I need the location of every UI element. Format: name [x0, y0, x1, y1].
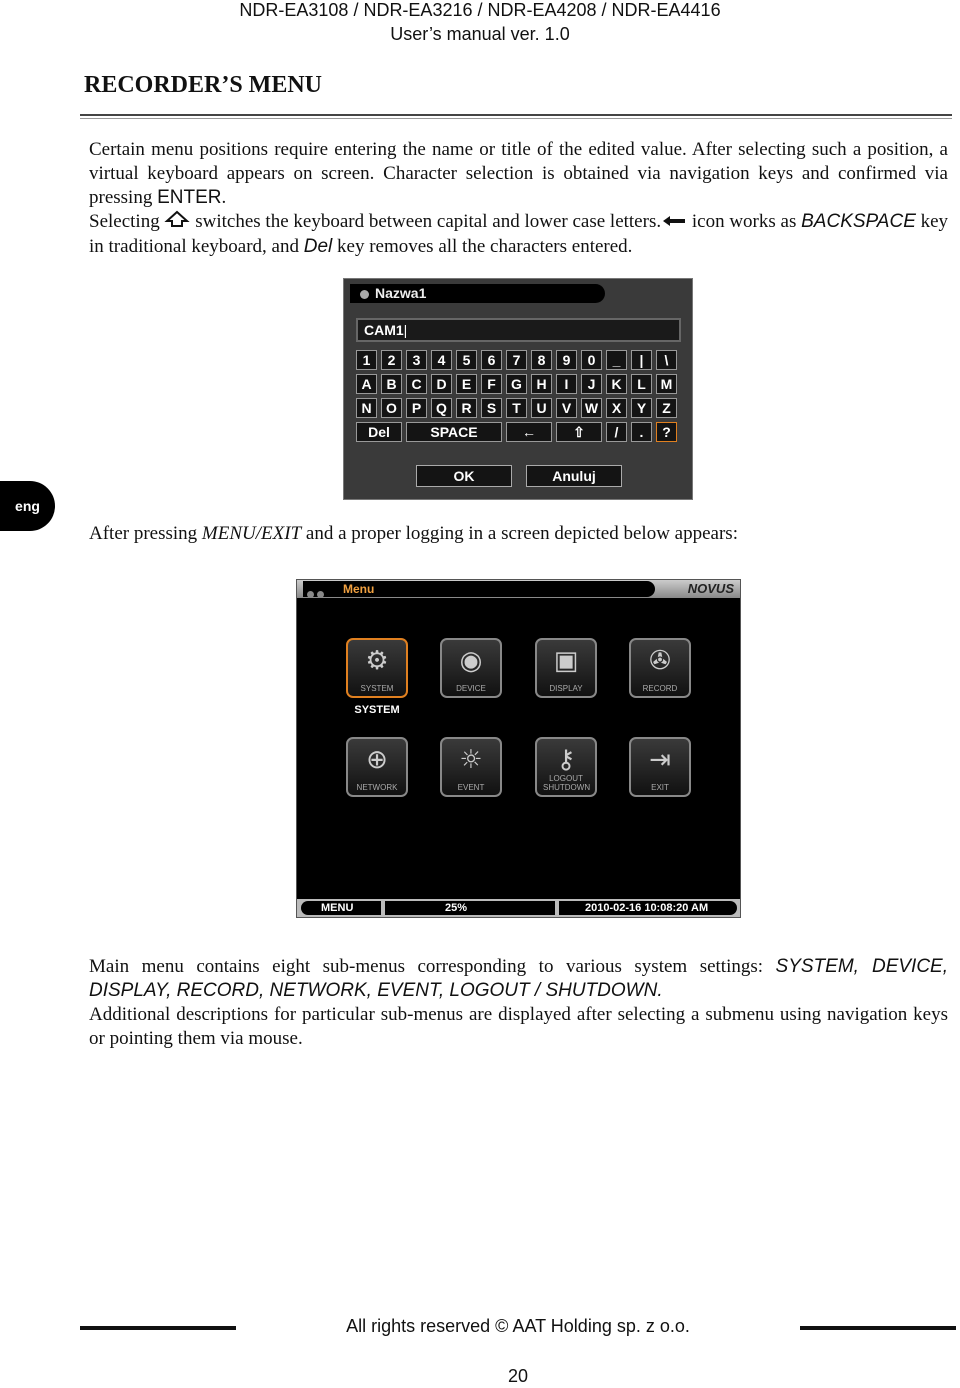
tile-label: NETWORK — [356, 783, 398, 792]
key[interactable]: 0 — [581, 350, 602, 370]
monitor-icon: ▣ — [553, 646, 579, 676]
tile-logout-shutdown[interactable] — [535, 737, 597, 797]
slash-key[interactable]: / — [606, 422, 627, 442]
keyboard-buttons — [416, 465, 622, 487]
exit-door-icon: ⇥ — [649, 745, 671, 775]
key[interactable]: \ — [656, 350, 677, 370]
para1-period: . — [221, 187, 227, 208]
page-number: 20 — [507, 1366, 529, 1386]
submenu-list: SYSTEM, DEVICE, DISPLAY, RECORD, NETWORK, EVENT, LOGOUT / SHUTDOWN — [89, 956, 948, 1001]
keyboard-title-bar — [350, 284, 605, 303]
key[interactable]: O — [381, 398, 402, 418]
para2-b: and a proper logging in a screen depicted below appears: — [301, 523, 738, 544]
key[interactable]: 8 — [531, 350, 552, 370]
title-dot-icon — [360, 290, 369, 299]
tile-network[interactable] — [346, 737, 408, 797]
footer-copyright: All rights reserved © AAT Holding sp. z o.o. — [346, 1316, 690, 1336]
paragraph-keyboard-intro — [89, 138, 948, 259]
key-row-3 — [356, 398, 677, 418]
key[interactable]: Q — [431, 398, 452, 418]
dot-key[interactable]: . — [631, 422, 652, 442]
key[interactable]: X — [606, 398, 627, 418]
tile-record[interactable] — [629, 638, 691, 698]
key-row-4 — [356, 422, 677, 442]
para3-period: . — [657, 980, 663, 1001]
ok-button[interactable]: OK — [416, 465, 512, 487]
keyboard-title: Nazwa1 — [375, 285, 427, 301]
status-datetime: 2010-02-16 10:08:20 AM — [559, 901, 737, 915]
keys-icon: ⚷ — [556, 745, 576, 775]
tile-exit[interactable] — [629, 737, 691, 797]
main-menu-screenshot — [296, 579, 741, 918]
key[interactable]: F — [481, 374, 502, 394]
status-bar — [297, 899, 740, 917]
paragraph-menu-intro — [89, 522, 948, 546]
shift-key[interactable]: ⇧ — [556, 422, 602, 442]
key-row-2 — [356, 374, 677, 394]
key[interactable]: D — [431, 374, 452, 394]
key[interactable]: A — [356, 374, 377, 394]
tile-label: LOGOUT SHUTDOWN — [543, 774, 591, 792]
del-text: Del — [303, 236, 333, 258]
backspace-key[interactable]: ← — [506, 422, 552, 442]
space-key[interactable]: SPACE — [406, 422, 502, 442]
key[interactable]: M — [656, 374, 677, 394]
bulb-icon: ☼ — [459, 745, 483, 775]
key[interactable]: 1 — [356, 350, 377, 370]
key[interactable]: 7 — [506, 350, 527, 370]
section-title: RECORDER’S MENU — [84, 72, 323, 98]
key[interactable]: 3 — [406, 350, 427, 370]
enter-key-text: ENTER — [157, 187, 222, 208]
keyboard-input-value: CAM1 — [364, 322, 404, 338]
tile-event[interactable] — [440, 737, 502, 797]
para2-a: After pressing — [89, 523, 202, 544]
key[interactable]: I — [556, 374, 577, 394]
key[interactable]: 4 — [431, 350, 452, 370]
key[interactable]: K — [606, 374, 627, 394]
tile-label: EXIT — [651, 783, 669, 792]
key[interactable]: _ — [606, 350, 627, 370]
header-models: NDR-EA3108 / NDR-EA3216 / NDR-EA4208 / NDR-EA4416 — [239, 0, 721, 20]
para1-key-traditional: key in traditional keyboard, and — [89, 211, 949, 258]
key[interactable]: 9 — [556, 350, 577, 370]
key[interactable]: E — [456, 374, 477, 394]
menu-title: Menu — [303, 581, 655, 597]
question-key[interactable]: ? — [656, 422, 677, 442]
header-manual: User’s manual ver. 1.0 — [390, 24, 570, 44]
novus-logo: NOVUS — [687, 581, 734, 596]
window-dots-icon — [307, 585, 327, 603]
para1-removes: key removes all the characters entered. — [332, 236, 633, 258]
key[interactable]: J — [581, 374, 602, 394]
del-key[interactable]: Del — [356, 422, 402, 442]
tile-system[interactable] — [346, 638, 408, 698]
key[interactable]: B — [381, 374, 402, 394]
key[interactable]: L — [631, 374, 652, 394]
key[interactable]: 6 — [481, 350, 502, 370]
para3-a: Main menu contains eight sub-menus corresponding to various system settings: — [89, 956, 776, 977]
para1-text: Certain menu positions require entering the name or title of the edited value. After selecting such a position, a virtual keyboard appears on screen. Character selection is obtained via navigation keys and confirmed via pressing — [89, 139, 948, 208]
key[interactable]: 5 — [456, 350, 477, 370]
status-percent: 25% — [385, 901, 555, 915]
key[interactable]: | — [631, 350, 652, 370]
film-reel-icon: ✇ — [649, 646, 671, 676]
tile-label: DEVICE — [456, 684, 486, 693]
key[interactable]: G — [506, 374, 527, 394]
key-row-1 — [356, 350, 677, 370]
key[interactable]: 2 — [381, 350, 402, 370]
backspace-text: BACKSPACE — [801, 211, 916, 232]
menu-title-bar — [297, 580, 740, 598]
selected-caption: SYSTEM — [354, 704, 400, 716]
key[interactable]: P — [406, 398, 427, 418]
tile-display[interactable] — [535, 638, 597, 698]
key[interactable]: C — [406, 374, 427, 394]
backspace-arrow-icon — [661, 211, 687, 235]
menu-exit-text: MENU/EXIT — [201, 523, 302, 544]
key[interactable]: U — [531, 398, 552, 418]
cancel-button[interactable]: Anuluj — [526, 465, 622, 487]
key[interactable]: N — [356, 398, 377, 418]
paragraph-submenus — [89, 955, 948, 1051]
tile-device[interactable] — [440, 638, 502, 698]
gear-icon: ⚙ — [365, 646, 389, 676]
key[interactable]: T — [506, 398, 527, 418]
header-rule — [80, 114, 952, 119]
tile-label: EVENT — [457, 783, 485, 792]
key[interactable]: Z — [656, 398, 677, 418]
camera-icon: ◉ — [459, 646, 483, 676]
para1-icon-works: icon works as — [691, 211, 797, 232]
page-header — [0, 0, 960, 46]
key[interactable]: S — [481, 398, 502, 418]
key[interactable]: R — [456, 398, 477, 418]
para1-selecting: Selecting — [89, 211, 160, 232]
key[interactable]: V — [556, 398, 577, 418]
key[interactable]: Y — [631, 398, 652, 418]
shift-icon — [164, 210, 190, 235]
keyboard-text-input[interactable]: CAM1| — [356, 318, 681, 342]
globe-icon: ⊕ — [366, 745, 388, 775]
key[interactable]: W — [581, 398, 602, 418]
virtual-keyboard-screenshot — [343, 278, 693, 500]
tile-label: RECORD — [642, 684, 678, 693]
key[interactable]: H — [531, 374, 552, 394]
tile-label: DISPLAY — [549, 684, 583, 693]
para4-text: Additional descriptions for particular sub-menus are displayed after selecting a submenu using navigation keys or pointing them via mouse. — [89, 1004, 948, 1049]
para1-switches: switches the keyboard between capital and lower case letters. — [195, 211, 662, 232]
language-tab: eng — [0, 481, 55, 531]
tile-label: SYSTEM — [360, 684, 394, 693]
status-menu-label[interactable]: MENU — [301, 901, 381, 915]
